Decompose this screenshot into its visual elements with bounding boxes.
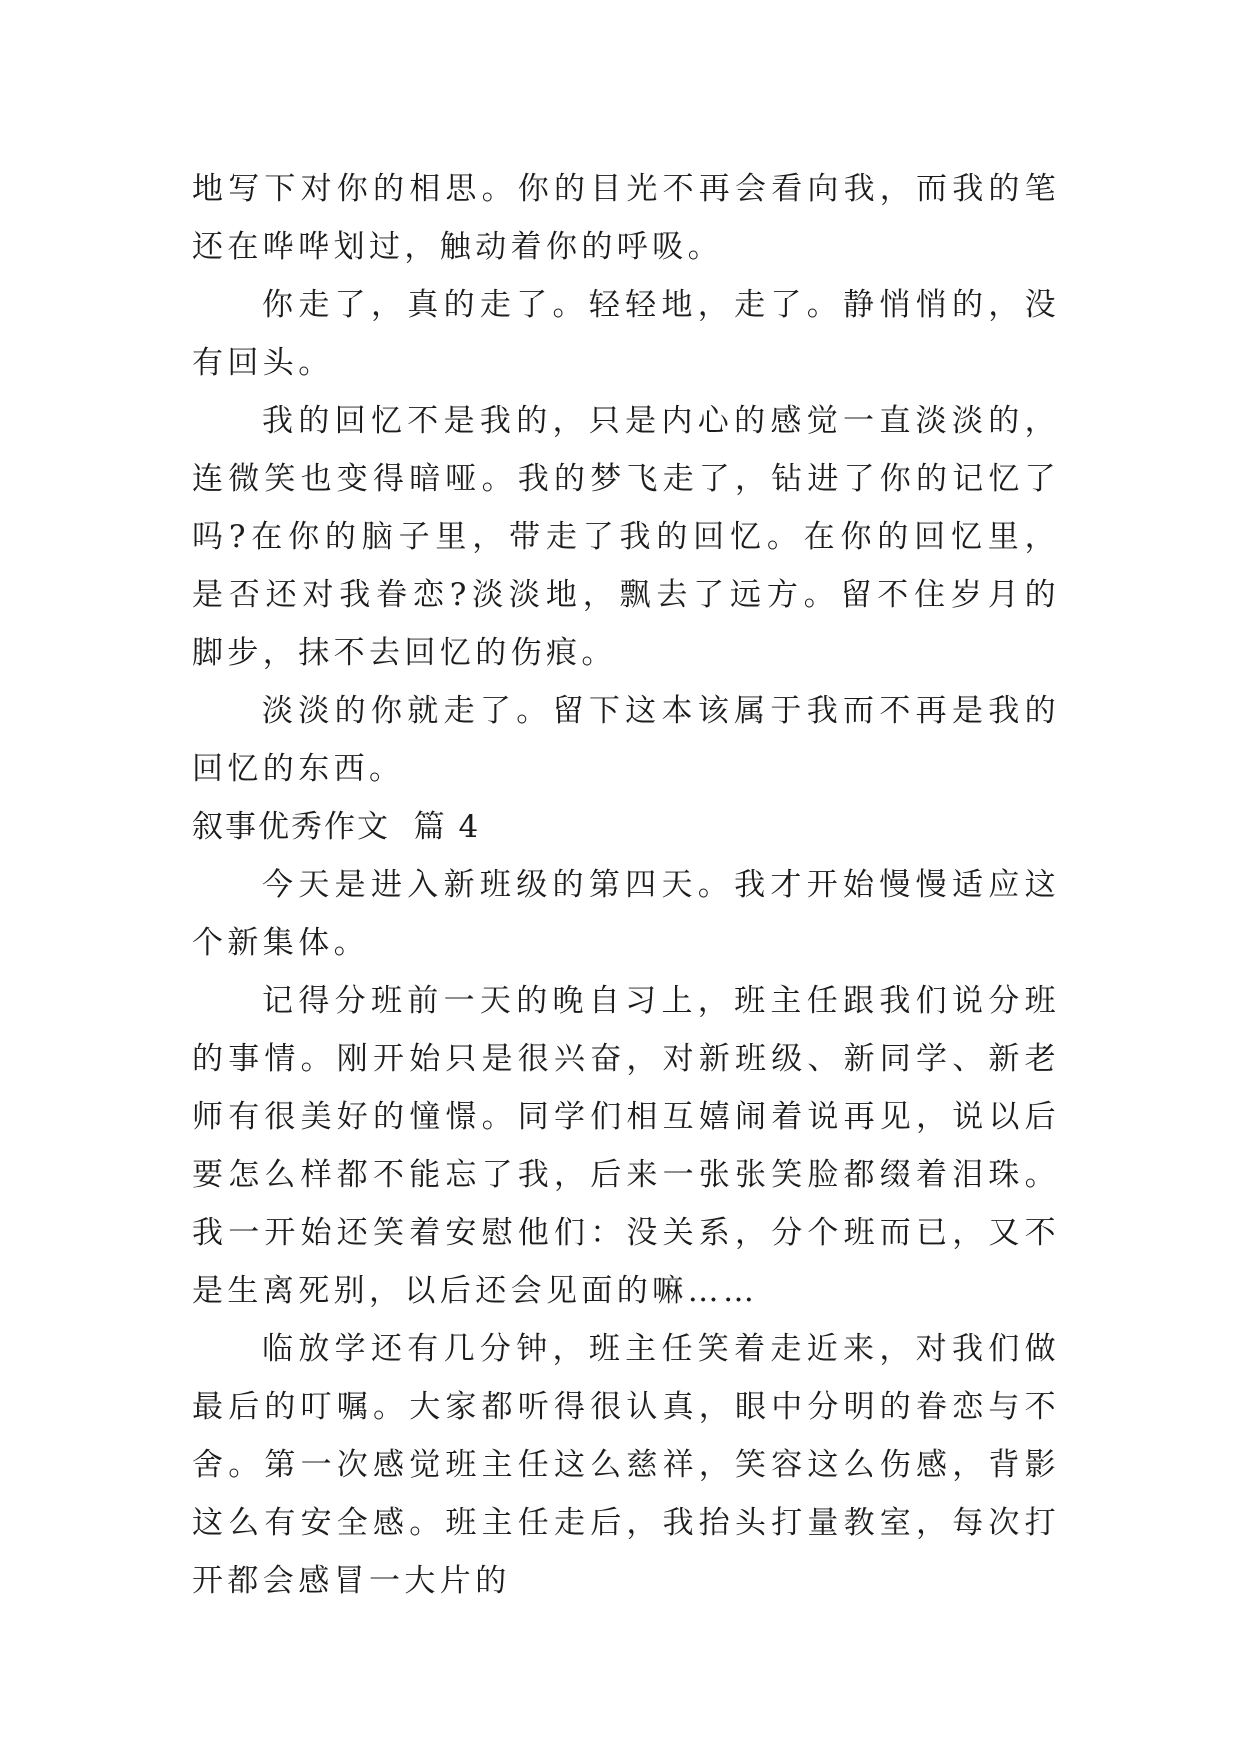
paragraph: 记得分班前一天的晚自习上，班主任跟我们说分班的事情。刚开始只是很兴奋，对新班级、新同学、新老师有很美好的憧憬。同学们相互嬉闹着说再见，说以后要怎么样都不能忘了我，后来一张张笑脸都缀着泪珠。我一开始还笑着安慰他们：没关系，分个班而已，又不是生离死别，以后还会见面的嘛……: [192, 983, 1060, 1309]
paragraph: 临放学还有几分钟，班主任笑着走近来，对我们做最后的叮嘱。大家都听得很认真，眼中分明的眷恋与不舍。第一次感觉班主任这么慈祥，笑容这么伤感，背影这么有安全感。班主任走后，我抬头打量教室，每次打开都会感冒一大片的: [192, 1331, 1060, 1599]
paragraph: 淡淡的你就走了。留下这本该属于我而不再是我的回忆的东西。: [192, 693, 1060, 787]
document-page: [192, 160, 1060, 1610]
paragraph: 你走了，真的走了。轻轻地，走了。静悄悄的，没有回头。: [192, 287, 1060, 381]
paragraph: 今天是进入新班级的第四天。我才开始慢慢适应这个新集体。: [192, 867, 1060, 961]
paragraph: 我的回忆不是我的，只是内心的感觉一直淡淡的，连微笑也变得暗哑。我的梦飞走了，钻进了你的记忆了吗?在你的脑子里，带走了我的回忆。在你的回忆里，是否还对我眷恋?淡淡地，飘去了远方。留不住岁月的脚步，抹不去回忆的伤痕。: [192, 403, 1060, 671]
paragraph-continuation: 地写下对你的相思。你的目光不再会看向我，而我的笔还在哗哗划过，触动着你的呼吸。: [192, 171, 1060, 265]
section-heading: 叙事优秀作文 篇 4: [192, 809, 481, 845]
